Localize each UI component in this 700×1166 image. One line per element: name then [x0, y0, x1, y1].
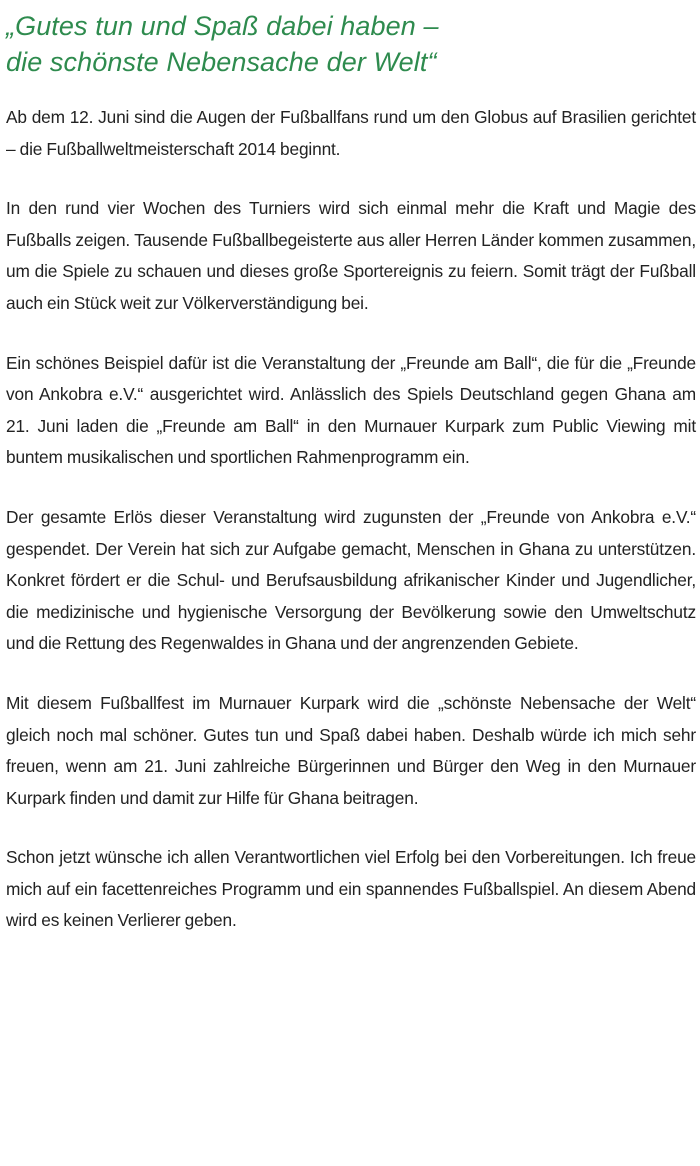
article-paragraph-4: Der gesamte Erlös dieser Veranstaltung wird zugunsten der „Freunde von Ankobra e.V.“ gespendet. Der Verein hat sich zur Aufgabe gemacht, Menschen in Ghana zu unterstützen. Konkret fördert er die Schul- und Berufsausbildung afrikanischer Kinder und Jugendlicher, die medizinische und hygienische Versorgung der Bevölkerung sowie den Umweltschutz und die Rettung des Regenwaldes in Ghana und der angrenzenden Gebiete. — [6, 506, 696, 654]
article-paragraph-1: Ab dem 12. Juni sind die Augen der Fußballfans rund um den Globus auf Brasilien gerichtet – die Fußballweltmeisterschaft 2014 beginnt. — [6, 107, 696, 159]
article-paragraph-3: Ein schönes Beispiel dafür ist die Veranstaltung der „Freunde am Ball“, die für die „Freunde von Ankobra e.V.“ ausgerichtet wird. Anlässlich des Spiels Deutschland gegen Ghana am 21. Juni laden die „Freunde am Ball“ in den Murnauer Kurpark zum Public Viewing mit buntem musikalischen und sportlichen Rahmenprogramm ein. — [6, 352, 696, 468]
article-title-line-1: „Gutes tun und Spaß dabei haben – — [6, 11, 439, 41]
article-title-line-2: die schönste Nebensache der Welt“ — [6, 47, 437, 77]
article-paragraph-6: Schon jetzt wünsche ich allen Verantwortlichen viel Erfolg bei den Vorbereitungen. Ich freue mich auf ein facettenreiches Programm und ein spannendes Fußballspiel. An diesem Abend wird es keinen Verlierer geben. — [6, 847, 696, 931]
article-title — [6, 8, 696, 80]
article-paragraph-2: In den rund vier Wochen des Turniers wird sich einmal mehr die Kraft und Magie des Fußballs zeigen. Tausende Fußballbegeisterte aus aller Herren Länder kommen zusammen, um die Spiele zu schauen und dieses große Sportereignis zu feiern. Somit trägt der Fußball auch ein Stück weit zur Völkerverständigung bei. — [6, 198, 696, 313]
article-paragraph-5: Mit diesem Fußballfest im Murnauer Kurpark wird die „schönste Nebensache der Welt“ gleich noch mal schöner. Gutes tun und Spaß dabei haben. Deshalb würde ich mich sehr freuen, wenn am 21. Juni zahlreiche Bürgerinnen und Bürger den Weg in den Murnauer Kurpark finden und damit zur Hilfe für Ghana beitragen. — [6, 692, 696, 808]
